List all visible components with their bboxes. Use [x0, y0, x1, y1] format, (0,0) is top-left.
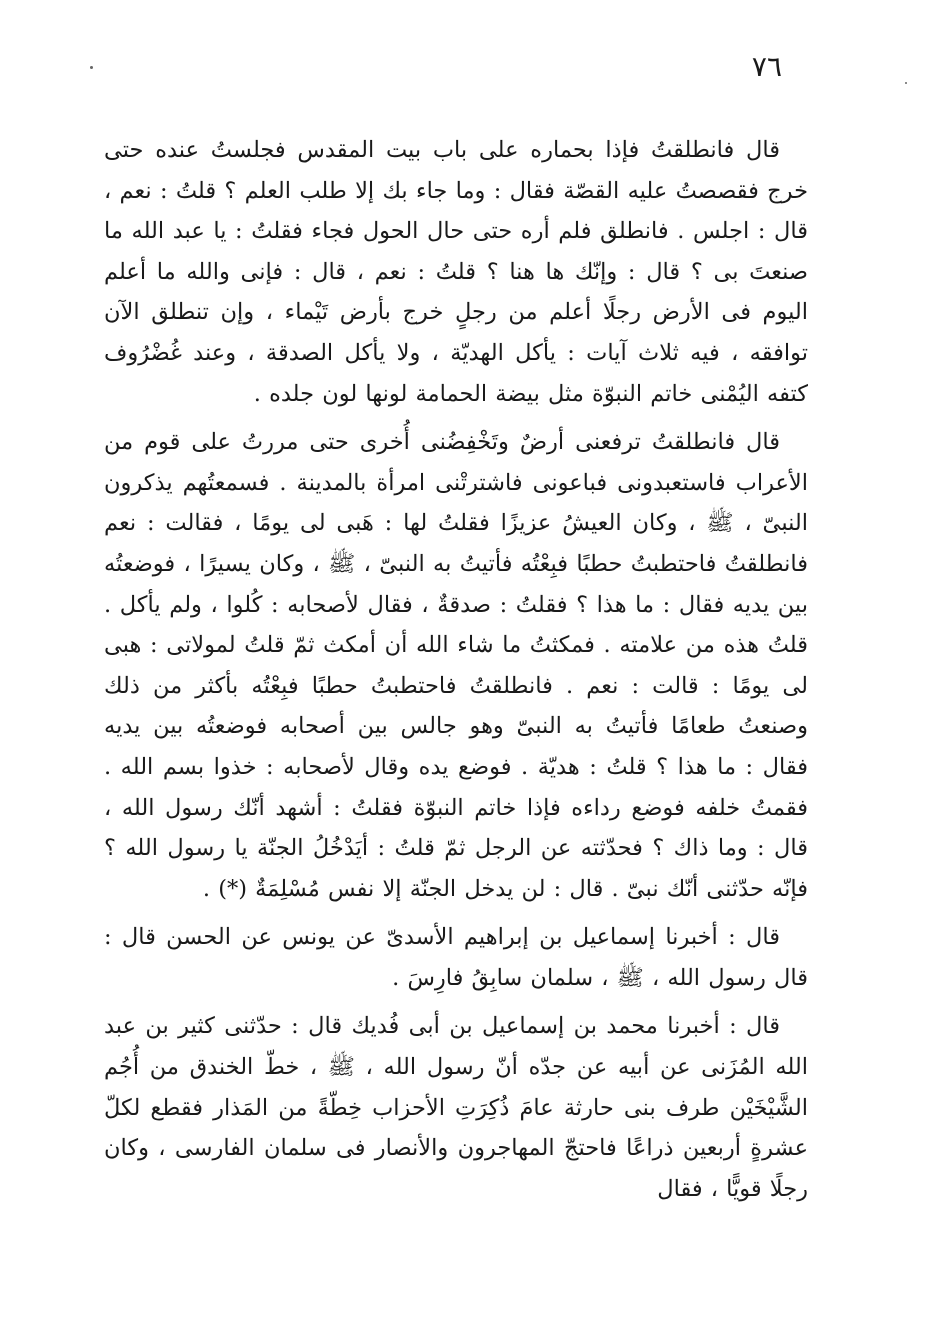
paragraph-1: قال فانطلقتُ فإذا بحماره على باب بيت المقدس فجلستُ عنده حتى خرج فقصصتُ عليه القصّة فقال : وما جاء بك إلا طلب العلم ؟ قلتُ : نعم ، قال : اجلس . فانطلق فلم أره حتى حال الحول فجاء فقلتُ : يا عبد الله ما صنعتَ بى ؟ قال : وإنّك ها هنا ؟ قلتُ : نعم ، قال : فإنى والله ما أعلم اليوم فى الأرض رجلًا أعلم من رجلٍ خرج بأرض تَيْماء ، وإن تنطلق الآن توافقه ، فيه ثلاث آيات : يأكل الهديّة ، ولا يأكل الصدقة ، وعند غُضْرُوف كتفه اليُمْنى خاتم النبوّة مثل بيضة الحمامة لونها لون جلده . [104, 137, 808, 407]
paragraph-3: قال : أخبرنا إسماعيل بن إبراهيم الأسدىّ عن يونس عن الحسن قال : قال رسول الله ، ﷺ ، سلمان سابِقُ فارِسَ . [104, 924, 808, 991]
body-text [104, 130, 808, 1217]
page-speck [90, 66, 93, 69]
page-number: ٧٦ [751, 50, 782, 83]
paragraph-4: قال : أخبرنا محمد بن إسماعيل بن أبى فُديك قال : حدّثنى كثير بن عبد الله المُزَنى عن أبيه عن جدّه أنّ رسول الله ، ﷺ ، خطّ الخندق من أُجُم الشَّيْخَيْن طرف بنى حارثة عامَ ذُكِرَتِ الأحزاب خِطّةً من المَذار فقطع لكلّ عشرةٍ أربعين ذراعًا فاحتجّ المهاجرون والأنصار فى سلمان الفارسى ، وكان رجلًا قويًّا ، فقال [104, 1013, 808, 1202]
paragraph-2: قال فانطلقتُ ترفعنى أرضٌ وتَخْفِضُنى أُخرى حتى مررتُ على قوم من الأعراب فاستعبدونى فباعونى فاشترتْنى امرأة بالمدينة . فسمعتُهم يذكرون النبىّ ، ﷺ ، وكان العيشُ عزيزًا فقلتُ لها : هَبى لى يومًا ، فقالت : نعم فانطلقتُ فاحتطبتُ حطبًا فبِعْتُه فأتيتُ به النبىّ ، ﷺ ، وكان يسيرًا ، فوضعتُه بين يديه فقال : ما هذا ؟ فقلتُ : صدقةٌ ، فقال لأصحابه : كُلوا ، ولم يأكل . قلتُ هذه من علامته . فمكثتُ ما شاء الله أن أمكث ثمّ قلتُ لمولاتى : هبى لى يومًا : قالت : نعم . فانطلقتُ فاحتطبتُ حطبًا فبِعْتُه بأكثر من ذلك وصنعتُ طعامًا فأتيتُ به النبىّ وهو جالس بين أصحابه فوضعتُه بين يديه فقال : ما هذا ؟ قلتُ : هديّة . فوضع يده وقال لأصحابه : خذوا بسم الله . فقمتُ خلفه فوضع رداءه فإذا خاتم النبوّة فقلتُ : أشهد أنّك رسول الله ، قال : وما ذاك ؟ فحدّثته عن الرجل ثمّ قلتُ : أيَدْخُلُ الجنّة يا رسول الله ؟ فإنّه حدّثنى أنّك نبىّ . قال : لن يدخل الجنّة إلا نفس مُسْلِمَةٌ (*) . [104, 429, 808, 902]
page-speck [905, 82, 907, 84]
